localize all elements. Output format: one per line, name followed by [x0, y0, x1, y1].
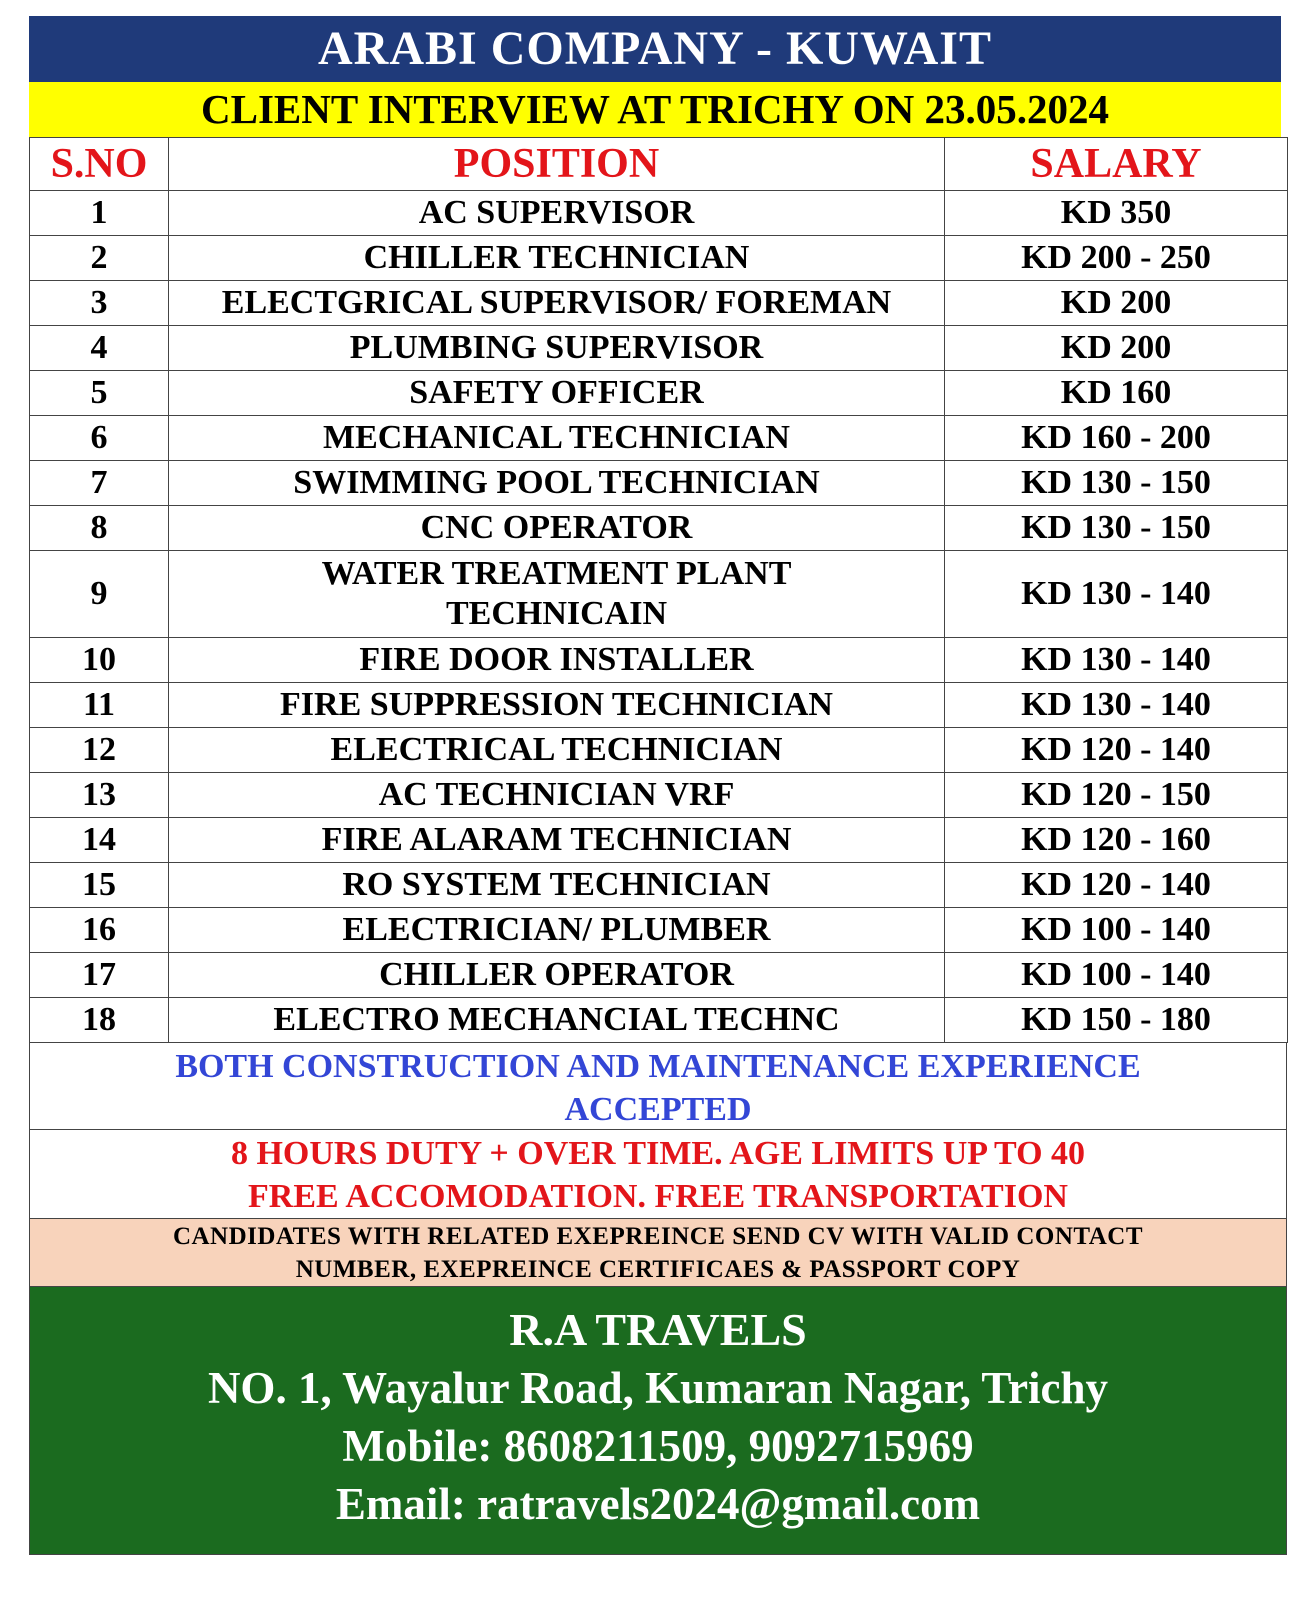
- row-salary: KD 200: [945, 326, 1288, 371]
- row-position: FIRE ALARAM TECHNICIAN: [169, 818, 945, 863]
- table-row: [30, 236, 1288, 281]
- row-sno: 10: [30, 638, 169, 683]
- apply-instructions-line1: CANDIDATES WITH RELATED EXEPREINCE SEND CV WITH VALID CONTACT: [172, 1223, 1144, 1250]
- table-row: [30, 371, 1288, 416]
- row-sno: 7: [30, 461, 169, 506]
- interview-subtitle: CLIENT INTERVIEW AT TRICHY ON 23.05.2024: [29, 82, 1281, 137]
- row-position: ELECTRO MECHANCIAL TECHNC: [169, 998, 945, 1043]
- row-salary: KD 120 - 160: [945, 818, 1288, 863]
- benefits-note-line1: 8 HOURS DUTY + OVER TIME. AGE LIMITS UP TO 40: [230, 1135, 1086, 1172]
- row-salary: KD 160: [945, 371, 1288, 416]
- experience-note: [29, 1043, 1287, 1130]
- table-row: [30, 953, 1288, 998]
- row-salary: KD 200 - 250: [945, 236, 1288, 281]
- row-salary: KD 130 - 150: [945, 506, 1288, 551]
- row-sno: 6: [30, 416, 169, 461]
- row-sno: 4: [30, 326, 169, 371]
- row-salary: KD 160 - 200: [945, 416, 1288, 461]
- row-position: FIRE SUPPRESSION TECHNICIAN: [169, 683, 945, 728]
- row-sno: 12: [30, 728, 169, 773]
- agency-contact-footer: [29, 1287, 1287, 1555]
- row-sno: 2: [30, 236, 169, 281]
- row-sno: 18: [30, 998, 169, 1043]
- apply-instructions: [29, 1219, 1287, 1287]
- row-position: RO SYSTEM TECHNICIAN: [169, 863, 945, 908]
- row-position: SWIMMING POOL TECHNICIAN: [169, 461, 945, 506]
- row-position: [169, 551, 945, 638]
- table-row: [30, 818, 1288, 863]
- row-position: CNC OPERATOR: [169, 506, 945, 551]
- row-position: CHILLER OPERATOR: [169, 953, 945, 998]
- row-salary: KD 130 - 150: [945, 461, 1288, 506]
- row-sno: 17: [30, 953, 169, 998]
- benefits-note: [29, 1130, 1287, 1219]
- row-salary: KD 120 - 150: [945, 773, 1288, 818]
- table-row: [30, 281, 1288, 326]
- table-row: [30, 461, 1288, 506]
- agency-email: Email: ratravels2024@gmail.com: [335, 1479, 981, 1529]
- row-position: PLUMBING SUPERVISOR: [169, 326, 945, 371]
- table-row: [30, 191, 1288, 236]
- job-poster: [29, 16, 1287, 1555]
- row-salary: KD 130 - 140: [945, 551, 1288, 638]
- table-row: [30, 683, 1288, 728]
- row-position: ELECTGRICAL SUPERVISOR/ FOREMAN: [169, 281, 945, 326]
- row-sno: 15: [30, 863, 169, 908]
- row-sno: 16: [30, 908, 169, 953]
- row-sno: 5: [30, 371, 169, 416]
- row-position: ELECTRICAL TECHNICIAN: [169, 728, 945, 773]
- row-position: SAFETY OFFICER: [169, 371, 945, 416]
- row-salary: KD 100 - 140: [945, 953, 1288, 998]
- row-position-line1: WATER TREATMENT PLANT: [321, 555, 792, 592]
- table-row: [30, 908, 1288, 953]
- agency-address: NO. 1, Wayalur Road, Kumaran Nagar, Trichy: [207, 1363, 1109, 1413]
- row-position-line2: TECHNICAIN: [445, 595, 668, 632]
- row-salary: KD 130 - 140: [945, 638, 1288, 683]
- row-salary: KD 350: [945, 191, 1288, 236]
- row-position: AC SUPERVISOR: [169, 191, 945, 236]
- column-header-position: POSITION: [169, 138, 945, 191]
- experience-note-line1: BOTH CONSTRUCTION AND MAINTENANCE EXPERIENCE: [175, 1048, 1141, 1085]
- row-sno: 11: [30, 683, 169, 728]
- row-position: AC TECHNICIAN VRF: [169, 773, 945, 818]
- row-position: FIRE DOOR INSTALLER: [169, 638, 945, 683]
- table-row: [30, 551, 1288, 638]
- table-row: [30, 863, 1288, 908]
- row-sno: 8: [30, 506, 169, 551]
- row-position: CHILLER TECHNICIAN: [169, 236, 945, 281]
- table-row: [30, 638, 1288, 683]
- row-sno: 14: [30, 818, 169, 863]
- company-title: ARABI COMPANY - KUWAIT: [29, 16, 1281, 82]
- column-header-salary: SALARY: [945, 138, 1288, 191]
- row-salary: KD 120 - 140: [945, 863, 1288, 908]
- row-sno: 1: [30, 191, 169, 236]
- row-salary: KD 130 - 140: [945, 683, 1288, 728]
- row-salary: KD 120 - 140: [945, 728, 1288, 773]
- table-row: [30, 506, 1288, 551]
- row-sno: 13: [30, 773, 169, 818]
- row-position: MECHANICAL TECHNICIAN: [169, 416, 945, 461]
- row-salary: KD 200: [945, 281, 1288, 326]
- positions-table: [29, 137, 1288, 1043]
- table-row: [30, 998, 1288, 1043]
- row-sno: 3: [30, 281, 169, 326]
- row-sno: 9: [30, 551, 169, 638]
- experience-note-line2: ACCEPTED: [564, 1091, 752, 1128]
- agency-name: R.A TRAVELS: [509, 1304, 807, 1355]
- row-salary: KD 100 - 140: [945, 908, 1288, 953]
- row-salary: KD 150 - 180: [945, 998, 1288, 1043]
- table-row: [30, 728, 1288, 773]
- table-row: [30, 773, 1288, 818]
- apply-instructions-line2: NUMBER, EXEPREINCE CERTIFICAES & PASSPORT COPY: [295, 1256, 1021, 1283]
- benefits-note-line2: FREE ACCOMODATION. FREE TRANSPORTATION: [248, 1178, 1068, 1215]
- column-header-sno: S.NO: [30, 138, 169, 191]
- row-position: ELECTRICIAN/ PLUMBER: [169, 908, 945, 953]
- agency-mobile: Mobile: 8608211509, 9092715969: [342, 1421, 974, 1471]
- table-row: [30, 326, 1288, 371]
- table-header-row: [30, 138, 1288, 191]
- table-row: [30, 416, 1288, 461]
